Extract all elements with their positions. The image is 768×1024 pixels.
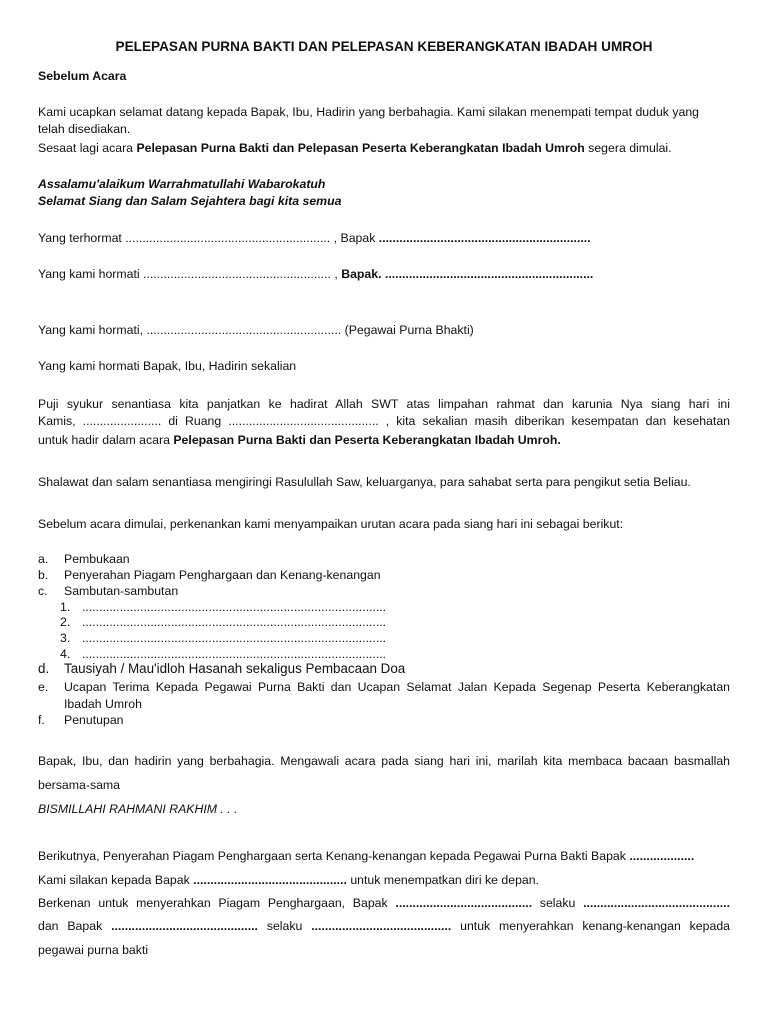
section-heading: Sebelum Acara: [38, 69, 127, 83]
gratitude-line-1: Puji syukur senantiasa kita panjatkan ke hadirat Allah SWT atas limpahan rahmat dan karunia Nya siang hari ini: [38, 397, 730, 411]
award-line-3: Berkenan untuk menyerahkan Piagam Penghargaan, Bapak ........................................ selaku ...........................................: [38, 896, 730, 910]
respected-guest-1: Yang terhormat ............................................................ , Bapak ..............................................................: [38, 231, 591, 245]
salam-line-1: Assalamu'alaikum Warrahmatullahi Wabarokatuh: [38, 177, 326, 191]
agenda-item: a.: [38, 552, 49, 566]
respected-guest-2: Yang kami hormati ....................................................... , Bapak. .............................................................: [38, 267, 594, 281]
sambutan-item-text: .........................................................................................: [82, 600, 387, 614]
agenda-item-text: Pembukaan: [64, 552, 130, 566]
welcome-line-1: Kami ucapkan selamat datang kepada Bapak, Ibu, Hadirin yang berbahagia. Kami silakan menempati tempat duduk yang: [38, 105, 700, 119]
agenda-item: b.: [38, 568, 49, 582]
sambutan-item-marker: 1.: [60, 600, 71, 614]
agenda-item-marker: d.: [38, 661, 50, 676]
sambutan-item-text: .........................................................................................: [82, 615, 387, 629]
award-line-2: Kami silakan kepada Bapak ............................................. untuk menempatkan diri ke depan.: [38, 873, 540, 887]
agenda-item-text: Tausiyah / Mau'idloh Hasanah sekaligus Pembacaan Doa: [64, 661, 406, 676]
welcome-line-2: telah disediakan.: [38, 122, 131, 136]
agenda-item-text: Ucapan Terima Kepada Pegawai Purna Bakti dan Ucapan Selamat Jalan Kepada Segenap Peserta Keberangkatan: [64, 680, 730, 694]
basmalah-line: BISMILLAHI RAHMANI RAKHIM . . .: [38, 802, 238, 816]
award-line-5: pegawai purna bakti: [38, 943, 149, 957]
respected-guest-3: Yang kami hormati, ......................................................... (Pegawai Purna Bhakti): [38, 323, 474, 337]
agenda-item-marker: f.: [38, 713, 45, 727]
shalawat-line: Shalawat dan salam senantiasa mengiringi Rasulullah Saw, keluarganya, para sahabat serta para pengikut setia Beliau.: [38, 475, 691, 489]
opening-line-2: bersama-sama: [38, 778, 121, 792]
agenda-item-text: Penutupan: [64, 713, 124, 727]
event-start-line: Sesaat lagi acara Pelepasan Purna Bakti dan Pelepasan Peserta Keberangkatan Ibadah Umroh segera dimulai.: [38, 141, 672, 155]
document-title: PELEPASAN PURNA BAKTI DAN PELEPASAN KEBERANGKATAN IBADAH UMROH: [115, 39, 653, 54]
sambutan-item-marker: 3.: [60, 631, 71, 645]
agenda-item-marker: e.: [38, 680, 49, 694]
sambutan-item-text: .........................................................................................: [82, 647, 387, 661]
gratitude-line-3: untuk hadir dalam acara Pelepasan Purna Bakti dan Peserta Keberangkatan Ibadah Umroh.: [38, 433, 561, 447]
agenda-intro: Sebelum acara dimulai, perkenankan kami menyampaikan urutan acara pada siang hari ini sebagai berikut:: [38, 517, 624, 531]
sambutan-item-marker: 4.: [60, 647, 71, 661]
agenda-item-text: Sambutan-sambutan: [64, 584, 179, 598]
gratitude-line-2: Kamis, ....................... di Ruang ............................................ , kita sekalian masih diberikan kesempatan dan kesehatan: [38, 414, 730, 428]
salam-line-2: Selamat Siang dan Salam Sejahtera bagi kita semua: [38, 194, 342, 208]
agenda-item-text: Penyerahan Piagam Penghargaan dan Kenang-kenangan: [64, 568, 381, 582]
agenda-item-text-continued: Ibadah Umroh: [64, 697, 142, 711]
sambutan-item-marker: 2.: [60, 615, 71, 629]
award-line-4: dan Bapak ........................................... selaku ......................................... untuk menyerahkan kenang-kenangan kepada: [38, 919, 731, 933]
agenda-item: c.: [38, 584, 48, 598]
sambutan-item-text: .........................................................................................: [82, 631, 387, 645]
respected-guest-4: Yang kami hormati Bapak, Ibu, Hadirin sekalian: [38, 359, 297, 373]
opening-line-1: Bapak, Ibu, dan hadirin yang berbahagia. Mengawali acara pada siang hari ini, marilah kita membaca bacaan basmallah: [38, 754, 730, 768]
award-line-1: Berikutnya, Penyerahan Piagam Penghargaan serta Kenang-kenangan kepada Pegawai Purna Bakti Bapak ...................: [38, 849, 695, 863]
